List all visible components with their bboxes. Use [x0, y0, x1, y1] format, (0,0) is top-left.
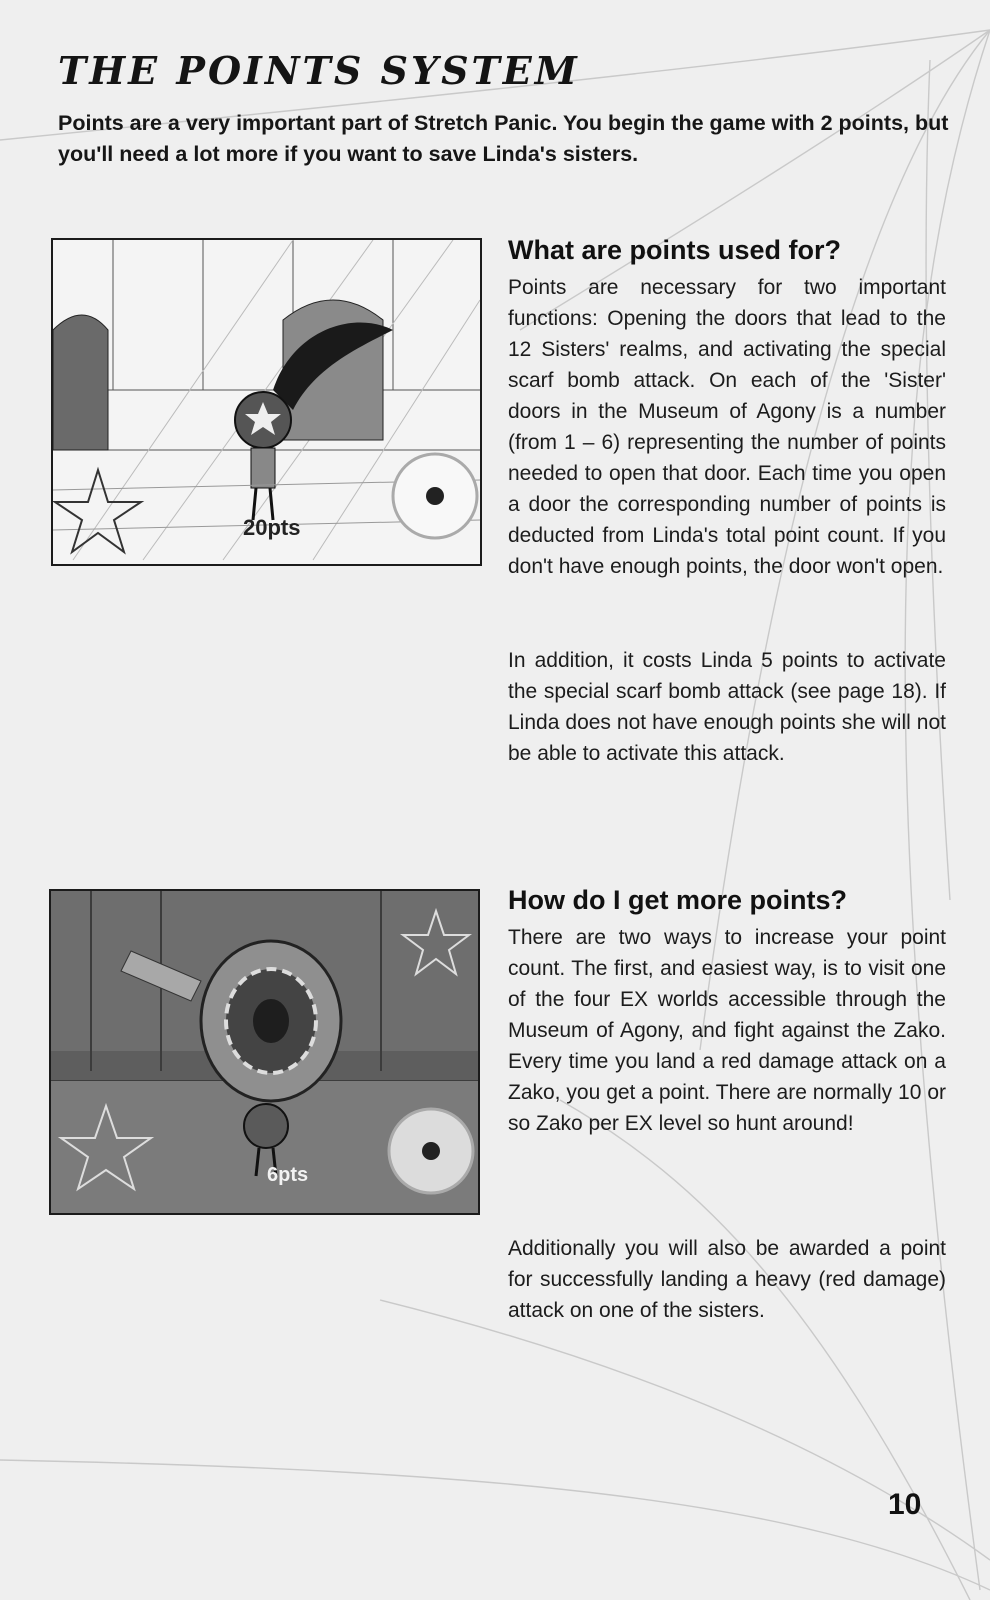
section-paragraph: In addition, it costs Linda 5 points to activate the special scarf bomb attack (see page 18). If Linda does not have enough points she will not be able to activate this attack.	[508, 649, 946, 765]
intro-paragraph: Points are a very important part of Stretch Panic. You begin the game with 2 points, but you'll need a lot more if you want to save Linda's sisters.	[58, 111, 949, 166]
section-heading-more-points: How do I get more points?	[508, 885, 847, 915]
section-heading-points-usage: What are points used for?	[508, 235, 842, 265]
screenshot-points-label: 20pts	[243, 515, 301, 540]
page-title: THE POINTS SYSTEM	[58, 48, 580, 93]
screenshot-zako-fight	[49, 889, 480, 1215]
screenshot-points-label: 6pts	[267, 1164, 309, 1186]
section-paragraph: Points are necessary for two important functions: Opening the doors that lead to the 12 Sisters' realms, and activating the special scarf bomb attack. On each of the 'Sister' doors in the Museum of Agony is a number (from 1 – 6) representing the number of points needed to open that door. Each time you open a door the corresponding number of points is deducted from Linda's total point count. If you don't have enough points, the door won't open.	[508, 276, 946, 578]
screenshot-museum	[51, 238, 482, 566]
section-paragraph: There are two ways to increase your point count. The first, and easiest way, is to visit one of the four EX worlds accessible through the Museum of Agony, and fight against the Zako. Every time you land a red damage attack on a Zako, you get a point. There are normally 10 or so Zako per EX level so hunt around!	[508, 926, 946, 1135]
page-number: 10	[888, 1488, 922, 1521]
section-paragraph: Additionally you will also be awarded a point for successfully landing a heavy (red damage) attack on one of the sisters.	[508, 1237, 946, 1322]
